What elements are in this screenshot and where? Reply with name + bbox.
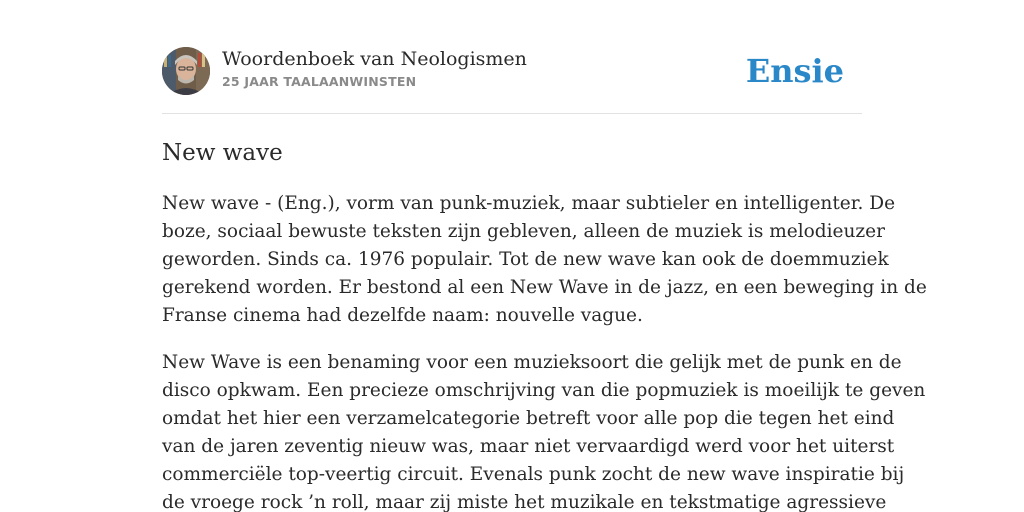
text-line: disco opkwam. Een precieze omschrijving van die popmuziek is moeilijk te geven (162, 380, 926, 401)
text-line: van de jaren zeventig nieuw was, maar niet vervaardigd werd voor het uiterst (162, 436, 895, 457)
entry-body (162, 190, 927, 512)
paragraph (162, 190, 927, 330)
text-line: omdat het hier een verzamelcategorie betreft voor alle pop die tegen het eind (162, 408, 895, 429)
text-line: New Wave is een benaming voor een muzieksoort die gelijk met de punk en de (162, 352, 902, 373)
text-line: New wave - (Eng.), vorm van punk-muziek, maar subtieler en intelligenter. De (162, 193, 896, 214)
header (162, 47, 862, 95)
paragraph (162, 349, 926, 512)
text-line: geworden. Sinds ca. 1976 populair. Tot de new wave kan ook de doemmuziek (162, 249, 889, 270)
text-line: commerciële top-veertig circuit. Evenals punk zocht de new wave inspiratie bij (162, 464, 905, 485)
author-name[interactable]: Woordenboek van Neologismen (222, 48, 527, 70)
text-line: Franse cinema had dezelfde naam: nouvelle vague. (162, 305, 643, 326)
text-line: boze, sociaal bewuste teksten zijn gebleven, alleen de muziek is melodieuzer (162, 221, 885, 242)
author-tagline: 25 JAAR TAALAANWINSTEN (222, 74, 417, 89)
text-line: de vroege rock ’n roll, maar zij miste het muzikale en tekstmatige agressieve (162, 492, 887, 512)
text-line: gerekend worden. Er bestond al een New Wave in de jazz, en een beweging in de (162, 277, 927, 298)
author-photo-icon (162, 47, 210, 95)
brand-logo[interactable]: Ensie (745, 52, 844, 90)
header-divider (162, 113, 862, 114)
avatar[interactable] (162, 47, 210, 95)
entry-title: New wave (162, 140, 283, 166)
